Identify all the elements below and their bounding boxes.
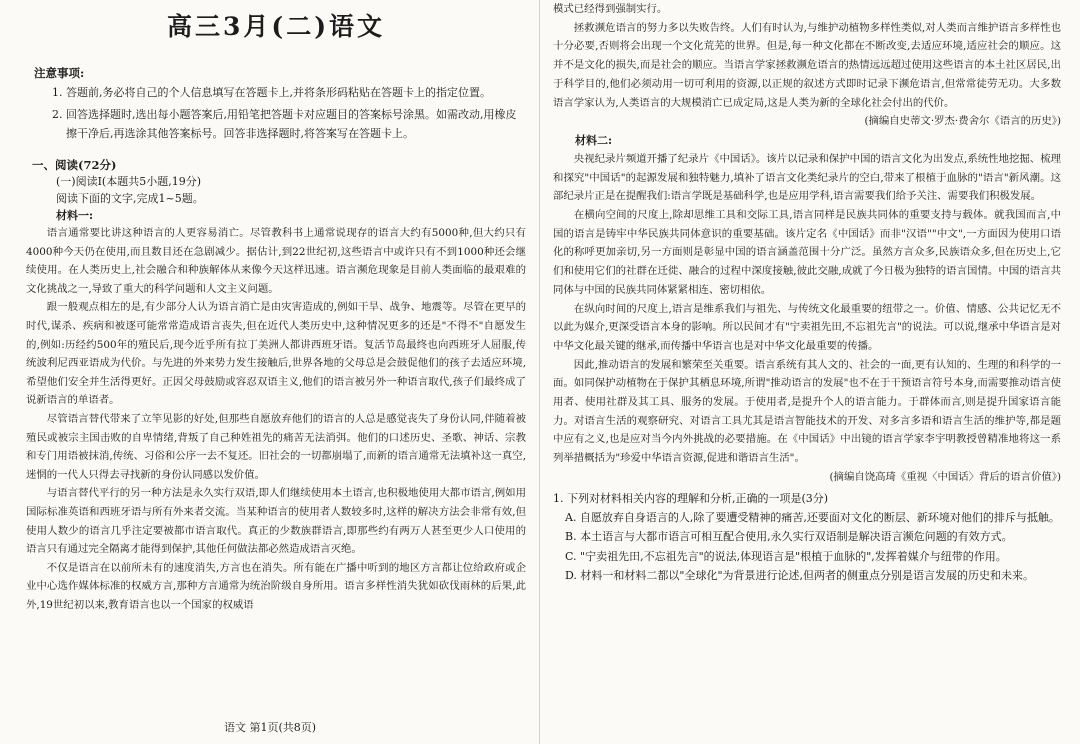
- material1-paragraph: 语言通常要比讲这种语言的人更容易消亡。尽管教科书上通常说现存的语言大约有5000种,但大约只有4000种今天仍在使用,而且数目还在急剧减少。据估计,到22世纪初,这些语言中或许只有不到1000种还会继续使用。在人类历史上,社会融合和种族解体从来像今天这样迅速。语言濒危现象是目前人类面临的最艰难的文化挑战之一,导致了重大的科学问题和人文主义问题。: [26, 227, 526, 295]
- page-footer: 语文 第1页(共8页): [223, 721, 317, 734]
- left-column: [26, 0, 526, 614]
- question-option-a: A. 自愿放弃自身语言的人,除了要遭受精神的痛苦,还要面对文化的断层、新环境对他们的排斥与抵触。: [565, 510, 1060, 524]
- material2-paragraph: 因此,推动语言的发展和繁荣至关重要。语言系统有其人文的、社会的一面,更有认知的、生理的和科学的一面。如同保护动植物在于保护其栖息环境,所谓"推动语言的发展"也不在于干预语言符号本身,而需要推动语言使用者、使用社群及其工具、服务的发展。于使用者,是提升个人的语言能力。于群体而言,则是提升国家语言能力。对语言生活的观察研究、对语言工具尤其是语言智能技术的开发、对多言多语和语言生活的维护等,都是题中应有之义,也是应对当今内外挑战的必要措施。在《中国话》中出镜的语言学家李宇明教授曾精准地将这一系列举措概括为"珍爱中华语言资源,促进和谐语言生活"。: [553, 358, 1061, 465]
- material1-paragraph: 不仅是语言在以前所未有的速度消失,方言也在消失。所有能在广播中听到的地区方言都让位给政府或企业中心选作媒体标准的权威方言,那种方言通常为统治阶级自身所用。语言多样性消失犹如砍伐雨林的后果,此外,19世纪初以来,教育语言也以一个国家的权威语: [26, 561, 526, 611]
- column-divider: [539, 0, 540, 744]
- material2-paragraph: 央视纪录片频道开播了纪录片《中国话》。该片以记录和保护中国的语言文化为出发点,系统性地挖掘、梳理和探究"中国话"的起源发展和独特魅力,填补了语言文化类纪录片的空白,带来了根植于血脉的"语言"新风潮。这部纪录片正是在提醒我们:语言学既是基础科学,也是应用学科,语言需要我们给予关注、需要我们积极发展。: [553, 152, 1061, 203]
- continued-text: 模式已经得到强制实行。: [553, 3, 668, 15]
- section-heading: 一、阅读(72分): [32, 158, 117, 172]
- material2-label: 材料二:: [575, 133, 613, 147]
- material1-paragraph: 拯救濒危语言的努力多以失败告终。人们有时认为,与维护动植物多样性类似,对人类而言维护语言多样性也十分必要,否则将会出现一个文化荒芜的世界。但是,每一种文化都在不断改变,去适应环境,适应社会的顺应。这并不是文化的损失,而是社会的顺应。当语言学家拯救濒危语言的热情远远超过使用这些语言的本土社区居民,出于科学目的,他们必须动用一切可利用的资源,以正规的叙述方式即时记录下濒危语言,但常常徒劳无功。大多数语言学家认为,人类语言的大规模消亡已成定局,这是人类为新的全球化社会付出的代价。: [553, 21, 1061, 109]
- material2-source: (摘编自饶高琦《重视〈中国话〉背后的语言价值》): [829, 470, 1061, 483]
- right-column: [553, 0, 1061, 586]
- notes-heading: 注意事项:: [34, 66, 85, 80]
- material1-paragraph: 尽管语言替代带来了立竿见影的好处,但那些自愿放弃他们的语言的人总是感觉丧失了身份认同,伴随着被殖民或被宗主国击败的自卑情绪,背叛了自己种姓祖先的痛苦无法消弭。他们的口述历史、圣歌、神话、宗教和专门用语被抹消,传统、习俗和公序一去不复还。旧社会的一切都崩塌了,而新的语言通常无法填补这一真空,迷惘的一代人只得去寻找新的身份认同感以发价值。: [26, 412, 526, 481]
- question-option-b: B. 本土语言与大都市语言可相互配合使用,永久实行双语制是解决语言濒危问题的有效方式。: [565, 530, 1013, 544]
- subsection-heading: (一)阅读Ⅰ(本题共5小题,19分): [56, 175, 202, 188]
- material1-label: 材料一:: [56, 209, 94, 222]
- material2-paragraph: 在横向空间的尺度上,除却思维工具和交际工具,语言同样是民族共同体的重要支持与载体。就我国而言,中国的语言是铸牢中华民族共同体意识的重要基础。该片定名《中国话》而非"汉语""中文",一方面因为使用口语化的称呼更加亲切,另一方面则是彰显中国的语言涵盖范围十分广泛。虽然方言众多,民族语众多,但在历史上,它们和使用它们的社群在迁徙、融合的过程中深度接触,彼此交融,成就了今日极为独特的语言国情。中国的语言共同体与中国的民族共同体紧紧相连、密切相依。: [553, 209, 1061, 296]
- question-stem: 1. 下列对材料相关内容的理解和分析,正确的一项是(3分): [553, 491, 829, 505]
- note-item-1: 1. 答题前,务必将自己的个人信息填写在答题卡上,并将条形码粘贴在答题卡上的指定位置。: [52, 86, 491, 99]
- question-option-d: D. 材料一和材料二都以"全球化"为背景进行论述,但两者的侧重点分别是语言发展的历史和未来。: [565, 569, 1035, 583]
- exam-title: 高三3月(二)语文: [166, 12, 386, 41]
- material1-paragraph: 与语言替代平行的另一种方法是永久实行双语,即人们继续使用本土语言,也积极地使用大都市语言,例如用国际标准英语和西班牙语与所有外来者交流。当某种语言的使用者人数较多时,这样的解决方法会非常有效,但使用人数少的语言几乎注定要被都市语言取代。真正的少数族群语言,即那些约有两万人甚至更少人口使用的语言只有通过完全隔离才能得到保护,其他任何做法都必然造成语言灭绝。: [26, 487, 526, 556]
- question-option-c: C. "宁卖祖先田,不忘祖先言"的说法,体现语言是"根植于血脉的",发挥着媒介与纽带的作用。: [565, 549, 1007, 563]
- material1-source: (摘编自史蒂文·罗杰·费舍尔《语言的历史》): [864, 115, 1061, 128]
- material2-paragraph: 在纵向时间的尺度上,语言是维系我们与祖先、与传统文化最重要的纽带之一。价值、情感、公共记忆无不以此为媒介,更深受语言本身的影响。所以民间才有"宁卖祖先田,不忘祖先言"的说法。可以说,继承中华语言是对中华文化最关键的继承,而传播中华语言也是对中华文化最重要的传播。: [553, 302, 1061, 352]
- reading-instruction: 阅读下面的文字,完成1~5题。: [56, 192, 204, 205]
- material1-paragraph: 跟一般观点相左的是,有少部分人认为语言消亡是由灾害造成的,例如干旱、战争、地震等。尽管在更早的时代,谋杀、疾病和被逐可能常常造成语言丧失,但在近代人类历史中,这种情况更多的还是"不得不"自愿发生的,例如:历经约500年的殖民后,现今近乎所有拉丁美洲人都讲西班牙语。复活节岛最终也向西班牙人屈服,传统波利尼西亚语成为代价。与先进的外来势力发生接触后,世界各地的父母总是会鼓促他们的孩子去适应环境,希望他们安全并生活得更好。正因父母鼓励或容忍双语主义,他们的语言被另外一种语言取代,孩子们最终成了说新语言的单语者。: [26, 301, 526, 407]
- note-item-2: 2. 回答选择题时,选出每小题答案后,用铅笔把答题卡对应题目的答案标号涂黑。如需改动,用橡皮擦干净后,再选涂其他答案标号。回答非选择题时,将答案写在答题卡上。: [52, 108, 517, 140]
